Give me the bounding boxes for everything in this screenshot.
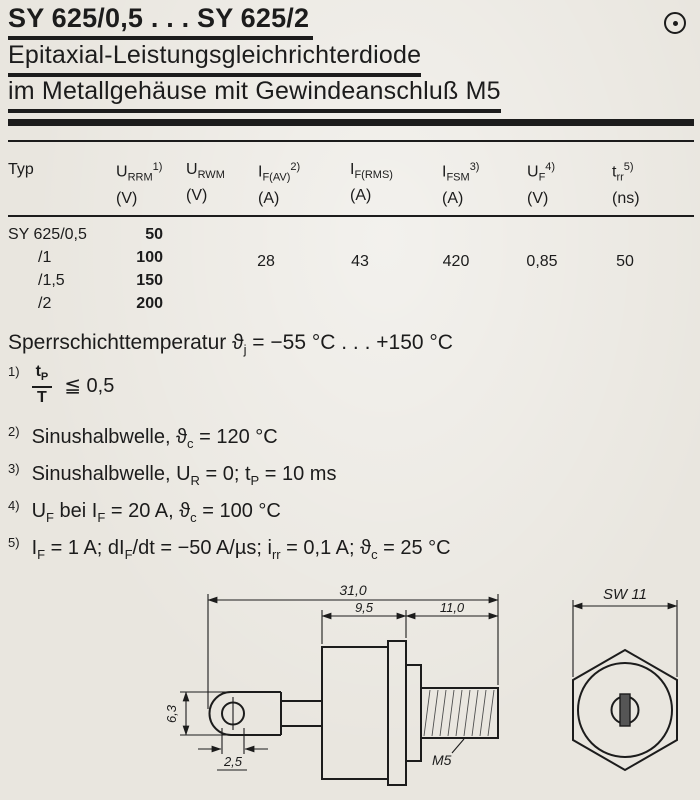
fraction-numerator xyxy=(32,363,53,388)
column-header-urrm xyxy=(116,161,162,207)
text-segment: /dt = −50 A/µs; i xyxy=(132,537,272,559)
text-segment: = 25 °C xyxy=(377,537,451,559)
symbol-sub: P xyxy=(40,371,49,384)
column-symbol xyxy=(442,161,479,184)
dim-total-length: 31,0 xyxy=(339,583,367,598)
column-label: Typ xyxy=(8,161,34,178)
dim-hole-diameter: 2,5 xyxy=(223,754,243,769)
symbol-sub: F xyxy=(538,171,546,184)
text-segment: Sperrschichttemperatur ϑ xyxy=(8,331,244,354)
symbol-base: U xyxy=(116,163,128,181)
text-segment: I xyxy=(31,537,38,559)
text-segment: = 0,1 A; ϑ xyxy=(280,537,372,559)
flange-outline xyxy=(388,641,406,785)
footnote-text xyxy=(31,500,281,525)
symbol-sub: FSM xyxy=(446,171,470,184)
value-urrm-row2: 150 xyxy=(136,272,163,289)
value-trr: 50 xyxy=(616,253,634,270)
fraction-denominator: T xyxy=(37,388,47,406)
column-header-typ xyxy=(8,161,34,179)
body-outline xyxy=(322,647,388,779)
column-header-urwm xyxy=(186,161,225,205)
thread-hatching xyxy=(424,690,494,736)
hex-view xyxy=(573,586,677,770)
dim-tab-height: 6,3 xyxy=(164,704,179,724)
value-if-av: 28 xyxy=(257,253,275,270)
symbol-sup: 3) xyxy=(469,161,480,173)
footnote-4 xyxy=(8,500,281,525)
dim-body-length: 9,5 xyxy=(354,600,374,615)
footnote-marker: 3) xyxy=(8,461,20,476)
value-urrm-row1: 100 xyxy=(136,249,163,266)
footnote-text xyxy=(31,463,337,488)
footnote-text xyxy=(31,537,451,562)
column-unit: (A) xyxy=(442,189,464,207)
column-unit: (A) xyxy=(350,187,372,205)
package-outline-drawing xyxy=(0,583,700,800)
column-symbol xyxy=(350,161,393,181)
text-segment: = 0; t xyxy=(199,463,251,485)
value-urrm-row3: 200 xyxy=(136,295,163,312)
column-symbol xyxy=(116,161,162,184)
footnote-2 xyxy=(8,426,278,451)
text-segment: F xyxy=(97,510,106,525)
value-uf: 0,85 xyxy=(526,253,558,270)
footnote-text: ≦ 0,5 xyxy=(64,374,115,397)
column-symbol xyxy=(258,161,300,184)
symbol-sub: RWM xyxy=(197,169,225,182)
footnote-marker: 5) xyxy=(8,535,20,550)
dimension-lines xyxy=(573,600,677,677)
symbol-sup: 5) xyxy=(623,161,634,173)
hex-section-outline xyxy=(406,665,421,761)
junction-temperature-line xyxy=(8,331,453,357)
text-segment: c xyxy=(187,436,194,451)
column-header-ifsm xyxy=(442,161,479,207)
symbol-base: I xyxy=(258,163,263,181)
text-segment: = 100 °C xyxy=(196,500,281,522)
text-segment: c xyxy=(190,510,197,525)
thread-label: M5 xyxy=(432,752,452,768)
text-segment: F xyxy=(124,547,133,562)
value-urrm-row0: 50 xyxy=(145,226,163,243)
column-header-ifav xyxy=(258,161,300,207)
symbol-sup: 2) xyxy=(290,161,301,173)
column-symbol xyxy=(186,161,225,181)
column-unit: (V) xyxy=(186,187,208,205)
column-header-uf xyxy=(527,161,555,207)
divider-thin-top xyxy=(8,140,694,142)
lead-outline xyxy=(281,701,322,726)
dimension-lines xyxy=(180,594,498,770)
text-segment: = 120 °C xyxy=(193,426,278,448)
subtitle-line-1: Epitaxial-Leistungsgleichrichterdiode xyxy=(8,41,421,77)
symbol-base: t xyxy=(612,163,617,181)
symbol-sup: 1) xyxy=(152,161,163,173)
column-header-ifrms xyxy=(350,161,393,205)
footnote-1 xyxy=(8,363,114,407)
text-segment: P xyxy=(250,473,260,488)
text-segment: R xyxy=(190,473,200,488)
footnote-5 xyxy=(8,537,451,562)
text-segment: = 10 ms xyxy=(259,463,337,485)
column-unit: (V) xyxy=(116,189,138,207)
column-header-trr xyxy=(612,161,640,207)
thread-leader-line xyxy=(452,739,464,753)
footnote-marker: 1) xyxy=(8,364,20,379)
column-unit: (V) xyxy=(527,189,549,207)
symbol-sub: F(RMS) xyxy=(354,169,393,182)
divider-thin-header xyxy=(8,215,694,217)
text-segment: = −55 °C . . . +150 °C xyxy=(246,331,453,354)
symbol-base: U xyxy=(527,163,539,181)
footnote-marker: 4) xyxy=(8,498,20,513)
text-segment: U xyxy=(31,500,47,522)
symbol-base: U xyxy=(186,161,198,178)
footnote-3 xyxy=(8,463,336,488)
value-ifsm: 420 xyxy=(442,253,470,270)
text-segment: c xyxy=(371,547,378,562)
column-unit: (A) xyxy=(258,189,280,207)
dim-stud-length: 11,0 xyxy=(439,600,465,615)
text-segment: rr xyxy=(271,547,281,562)
row-typ-sy625-15: /1,5 xyxy=(38,272,65,289)
symbol-base: I xyxy=(442,163,447,181)
text-segment: = 1 A; dI xyxy=(45,537,125,559)
row-typ-sy625-05: SY 625/0,5 xyxy=(8,226,87,243)
symbol-sub: RRM xyxy=(127,171,153,184)
text-segment: F xyxy=(37,547,46,562)
screw-slot xyxy=(620,694,630,726)
value-if-rms: 43 xyxy=(351,253,369,270)
symbol-sub: F(AV) xyxy=(262,171,291,184)
duty-cycle-fraction xyxy=(32,363,53,407)
tab-outline xyxy=(210,692,282,735)
subtitle-line-2: im Metallgehäuse mit Gewindeanschluß M5 xyxy=(8,77,501,113)
text-segment: bei I xyxy=(53,500,98,522)
text-segment: j xyxy=(243,342,247,358)
text-segment: F xyxy=(46,510,54,525)
column-symbol xyxy=(612,161,640,184)
text-segment: Sinushalbwelle, U xyxy=(31,463,191,485)
text-segment: Sinushalbwelle, ϑ xyxy=(31,426,188,448)
column-unit: (ns) xyxy=(612,189,640,207)
column-symbol xyxy=(527,161,555,184)
footnote-text xyxy=(31,426,278,451)
side-view xyxy=(164,583,498,785)
symbol-sup: 4) xyxy=(545,161,556,173)
row-typ-sy625-2: /2 xyxy=(38,295,52,312)
symbol-sub: rr xyxy=(616,171,624,184)
text-segment: = 20 A, ϑ xyxy=(105,500,191,522)
symbol-base: I xyxy=(350,161,355,178)
dim-wrench-size: SW 11 xyxy=(603,586,647,603)
page-title: SY 625/0,5 . . . SY 625/2 xyxy=(8,3,313,40)
symbol-base: t xyxy=(35,363,41,380)
circle-dot-icon xyxy=(664,12,686,34)
row-typ-sy625-1: /1 xyxy=(38,249,52,266)
divider-thick xyxy=(8,119,694,126)
footnote-marker: 2) xyxy=(8,424,20,439)
